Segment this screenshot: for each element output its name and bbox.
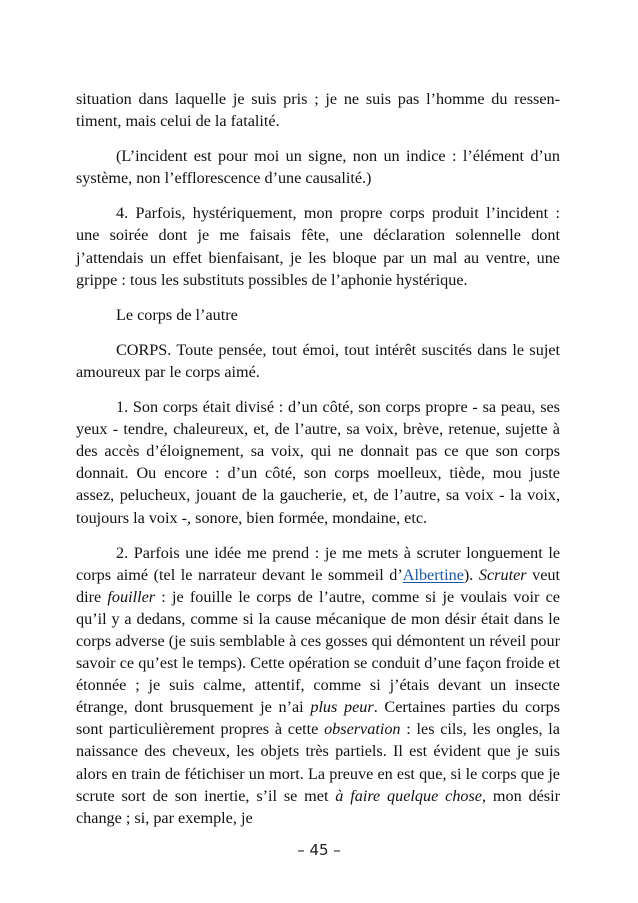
paragraph-parenthetical: (L’incident est pour moi un signe, non un indice : l’élément d’un système, non l’efflorescence d’une causalité.) [76, 147, 560, 188]
page-number: – 45 – [297, 841, 341, 859]
text-segment: 2. Parfois une idée me prend : je me mets à scruter longuement le corps aimé (tel le narrateur devant le sommeil d’ [76, 543, 560, 584]
italic-scruter: Scruter [478, 565, 527, 584]
paragraph-4: 4. Parfois, hystériquement, mon propre corps produit l’incident : une soirée dont je me faisais fête, une déclaration solennelle dont j’attendais un effet bienfaisant, je les bloque par un mal au ventre, une grippe : tous les substituts possibles de l’aphonie hystérique. [76, 204, 560, 289]
paragraph-1: 1. Son corps était divisé : d’un côté, son corps propre - sa peau, ses yeux - tendre, chaleureux, et, de l’autre, sa voix, brève, retenue, sujette à des accès d’éloignement, sa voix, qui ne donnait pas ce que son corps donnait. Ou encore : d’un côté, son corps moelleux, tiède, mou juste assez, pelucheux, jouant de la gaucherie, et, de l’autre, sa voix - la voix, toujours la voix -, sonore, bien formée, mondaine, etc. [76, 398, 560, 527]
italic-plus-peur: plus peur [310, 698, 374, 717]
text-segment: , mon désir change ; si, par exemple, je [76, 786, 560, 827]
paragraph-definition: CORPS. Toute pensée, tout émoi, tout intérêt suscités dans le sujet amoureux par le corps aimé. [76, 340, 560, 381]
text-segment: . Certaines parties du corps sont particulièrement propres à cette [76, 698, 560, 739]
text-segment: ). [463, 565, 479, 584]
italic-faire-quelque-chose: à faire quelque chose [335, 786, 482, 805]
paragraph-continuation: situation dans laquelle je suis pris ; je ne suis pas l’homme du ressentiment, mais celui de la fatalité. [76, 90, 560, 131]
italic-observation: observation [324, 720, 401, 739]
text-segment: : les cils, les ongles, la naissance des cheveux, les objets très partiels. Il est évident que je suis alors en train de fétichiser un mort. La preuve en est que, si le corps que je scrute sort de son inertie, s’il se met [76, 720, 560, 805]
paragraph-2 [76, 542, 560, 829]
section-title: Le corps de l’autre [116, 305, 238, 324]
text-segment: veut dire [76, 565, 560, 606]
albertine-link[interactable]: Albertine [402, 565, 464, 584]
italic-fouiller: fouiller [107, 587, 156, 606]
body-text [76, 88, 560, 842]
text-segment: : je fouille le corps de l’autre, comme si je voulais voir ce qu’il y a dedans, comme si la cause mécanique de mon désir était dans le corps adverse (je suis semblable à ces gosses qui démontent un réveil pour savoir ce qu’est le temps). Cette opération se conduit d’une façon froide et étonnée ; je suis calme, attentif, comme si j’étais devant un insecte étrange, dont brusquement je n’ai [76, 587, 560, 717]
